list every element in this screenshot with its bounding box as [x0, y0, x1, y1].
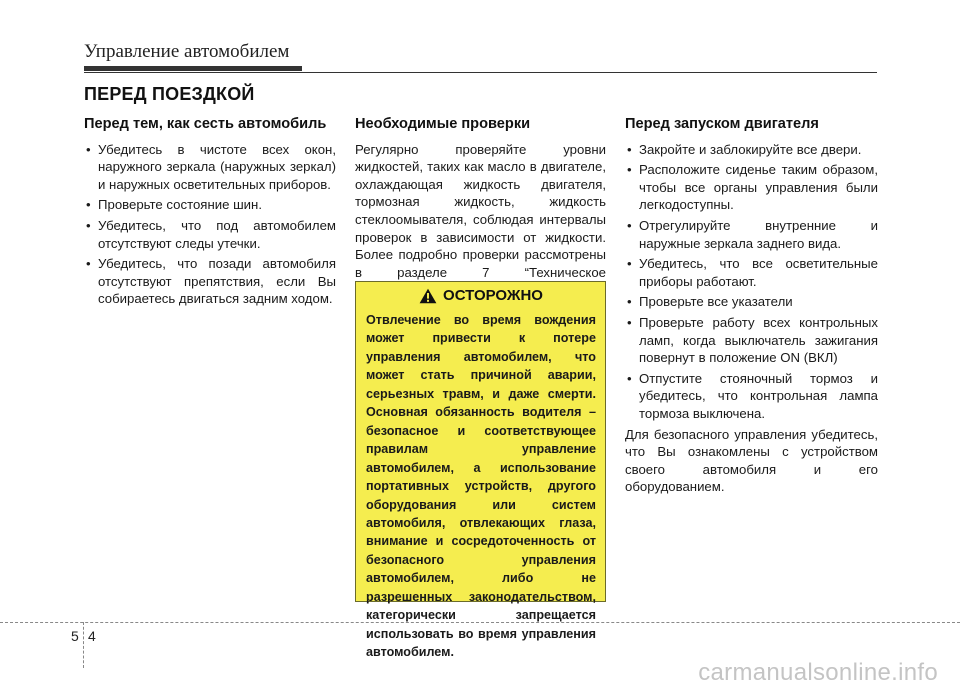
list-item-text: Проверьте работу всех контрольных ламп, когда выключатель зажигания повернут в положение ON (ВКЛ)	[639, 314, 878, 366]
header-rule	[84, 72, 877, 73]
bullet-dot: •	[627, 162, 632, 178]
list-item-text: Проверьте состояние шин.	[98, 197, 262, 213]
list-item-text: Отпустите стояночный тормоз и убедитесь, что контрольная лампа тормоза выключена.	[639, 370, 878, 421]
bullet-dot: •	[86, 256, 91, 272]
bullet-dot: •	[627, 314, 632, 330]
middle-paragraph: Регулярно проверяйте уровни жидкостей, таких как масло в двигателе, охлаждающая жидкость двигателя, тормозная жидкость, жидкость стеклоомывателя, соблюдая интервалы проверок в зависимости от жидкости. Более подробно проверки рассмотрены в разделе 7 “Техническое	[355, 141, 606, 280]
bullet-dot: •	[627, 217, 632, 233]
middle-column	[355, 116, 606, 299]
list-item	[625, 141, 878, 159]
list-item	[84, 255, 336, 308]
list-item-text: Убедитесь, что все осветительные приборы работают.	[639, 256, 878, 289]
bullet-dot: •	[627, 294, 632, 310]
warning-title: ОСТОРОЖНО	[443, 287, 543, 304]
right-bullet-list	[625, 141, 878, 423]
list-item-text: Закройте и заблокируйте все двери.	[639, 141, 862, 157]
bullet-dot: •	[627, 370, 632, 386]
list-item	[625, 370, 878, 423]
warning-triangle-icon	[419, 288, 437, 304]
warning-text: Отвлечение во время вождения может привести к потере управления автомобилем, что может стать причиной аварии, серьезных травм, и даже смерти. Основная обязанность водителя – безопасное и соответствующее правилам управление автомобилем, а использование портативных устройств, другого оборудования или систем автомобиля, отвлекающих глаза, внимание и сосредоточенность от безопасного управления автомобилем, либо не разрешенных законодательством, категорически запрещается использовать во время управления автомобилем.	[366, 313, 596, 660]
list-item	[625, 293, 878, 311]
list-item-text: Убедитесь, что позади автомобиля отсутствуют препятствия, если Вы собираетесь двигаться задним ходом.	[98, 256, 336, 307]
section-title: ПЕРЕД ПОЕЗДКОЙ	[84, 84, 255, 104]
list-item-text: Проверьте все указатели	[639, 294, 793, 310]
list-item	[84, 217, 336, 252]
list-item-text: Убедитесь в чистоте всех окон, наружного зеркала (наружных зеркал) и наружных осветительных приборов.	[98, 141, 336, 192]
left-heading: Перед тем, как сесть автомобиль	[84, 116, 327, 132]
list-item-text: Расположите сиденье таким образом, чтобы все органы управления были легкодоступны.	[639, 162, 878, 213]
right-column	[625, 116, 878, 496]
left-column	[84, 116, 336, 311]
bullet-dot: •	[86, 217, 91, 233]
list-item-text: Отрегулируйте внутренние и наружные зеркала заднего вида.	[639, 217, 878, 251]
warning-box	[355, 281, 606, 660]
footer-divider	[0, 622, 960, 623]
list-item	[84, 196, 336, 214]
left-bullet-list	[84, 141, 336, 308]
right-heading: Перед запуском двигателя	[625, 116, 819, 132]
list-item	[84, 141, 336, 194]
section-number: 5	[71, 628, 79, 644]
header-accent-bar	[84, 66, 302, 71]
right-closing-paragraph: Для безопасного управления убедитесь, что Вы ознакомлены с устройством своего автомобиля и его оборудованием.	[625, 426, 878, 495]
bullet-dot: •	[627, 141, 632, 157]
middle-heading: Необходимые проверки	[355, 116, 531, 132]
watermark: carmanualsonline.info	[698, 659, 938, 686]
footer-page-divider	[83, 622, 84, 668]
list-item	[625, 217, 878, 252]
list-item	[625, 161, 878, 214]
bullet-dot: •	[86, 197, 91, 213]
warning-header	[366, 287, 596, 304]
header-title: Управление автомобилем	[84, 41, 290, 62]
bullet-dot: •	[86, 141, 91, 157]
list-item	[625, 255, 878, 290]
list-item-text: Убедитесь, что под автомобилем отсутствуют следы утечки.	[98, 217, 336, 251]
bullet-dot: •	[627, 256, 632, 272]
list-item	[625, 314, 878, 367]
page-index: 4	[88, 628, 96, 644]
